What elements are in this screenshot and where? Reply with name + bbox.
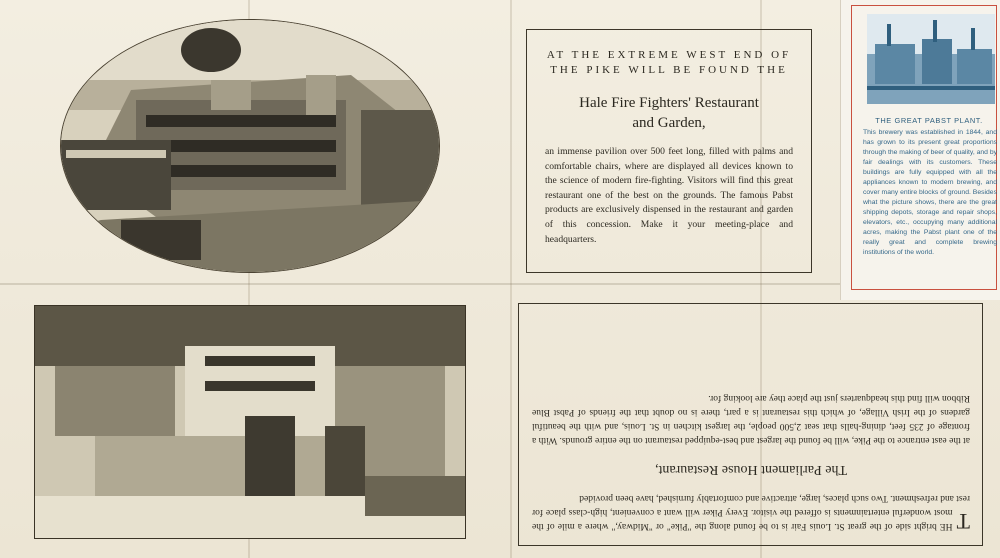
- pabst-body: This brewery was established in 1844, and has grown to its present great proportions through the making of beer of quality, and by fair dealings with its customers. These buildings are fully equipped with all the appliances known to modern brewing, and cover many entire blocks of ground. Besides what the picture shows, there are the great shipping depots, storage and repair shops, elevators, etc., occupying many additional acres, making the Pabst plant one of the really great and complete brewing institutions of the world.: [863, 129, 998, 256]
- parliament-intro-paragraph: [532, 491, 970, 533]
- hale-pavilion-illustration: [60, 19, 440, 273]
- fold-line: [510, 0, 512, 558]
- parliament-body: at the east entrance to the Pike, will be found the largest and best-equipped restaurant on the entire grounds. With a frontage of 235 feet, dining-halls that seat 2,500 people, the largest kitchen in St. Louis, and with the beautiful gardens of the Irish Village, of which this restaurant is a part, there is no doubt that the friends of Pabst Blue Ribbon will find this headquarters just the place they are looking for.: [532, 393, 970, 445]
- drop-cap: T: [956, 509, 970, 534]
- hale-title: [545, 93, 793, 133]
- parliament-text-block: [532, 391, 970, 533]
- parliament-intro: HE bright side of the great St. Louis Fair is to be found along the "Pike" or "Midway," where a mile of the most wonderful entertainments is offered the visitor. Every Piker will want a convenient, high-class place for rest and refreshment. Two such places, large, attractive and comfortably furnished, have been provided: [532, 493, 970, 531]
- hale-heading: AT THE EXTREME WEST END OF THE PIKE WILL BE FOUND THE: [546, 49, 792, 76]
- parliament-title: The Parliament House Restaurant,: [654, 462, 848, 477]
- hale-body: an immense pavilion over 500 feet long, filled with palms and comfortable chairs, where are displayed all devices known to the science of modern fire-fighting. Visitors will find this great restaurant one of the best on the grounds. The famous Pabst products are exclusively dispensed in the restaurant and garden of this concession. Make it your meeting-place and headquarters.: [545, 146, 793, 245]
- pabst-title: THE GREAT PABST PLANT.: [875, 116, 983, 125]
- pabst-plant-illustration: [867, 14, 995, 104]
- parliament-house-illustration: [34, 305, 466, 539]
- pabst-plant-card: [840, 0, 1000, 300]
- hale-title-line1: Hale Fire Fighters' Restaurant: [579, 95, 759, 111]
- hale-title-line2: and Garden,: [632, 115, 706, 131]
- hale-restaurant-panel: [526, 29, 812, 273]
- parliament-house-panel: [518, 303, 983, 546]
